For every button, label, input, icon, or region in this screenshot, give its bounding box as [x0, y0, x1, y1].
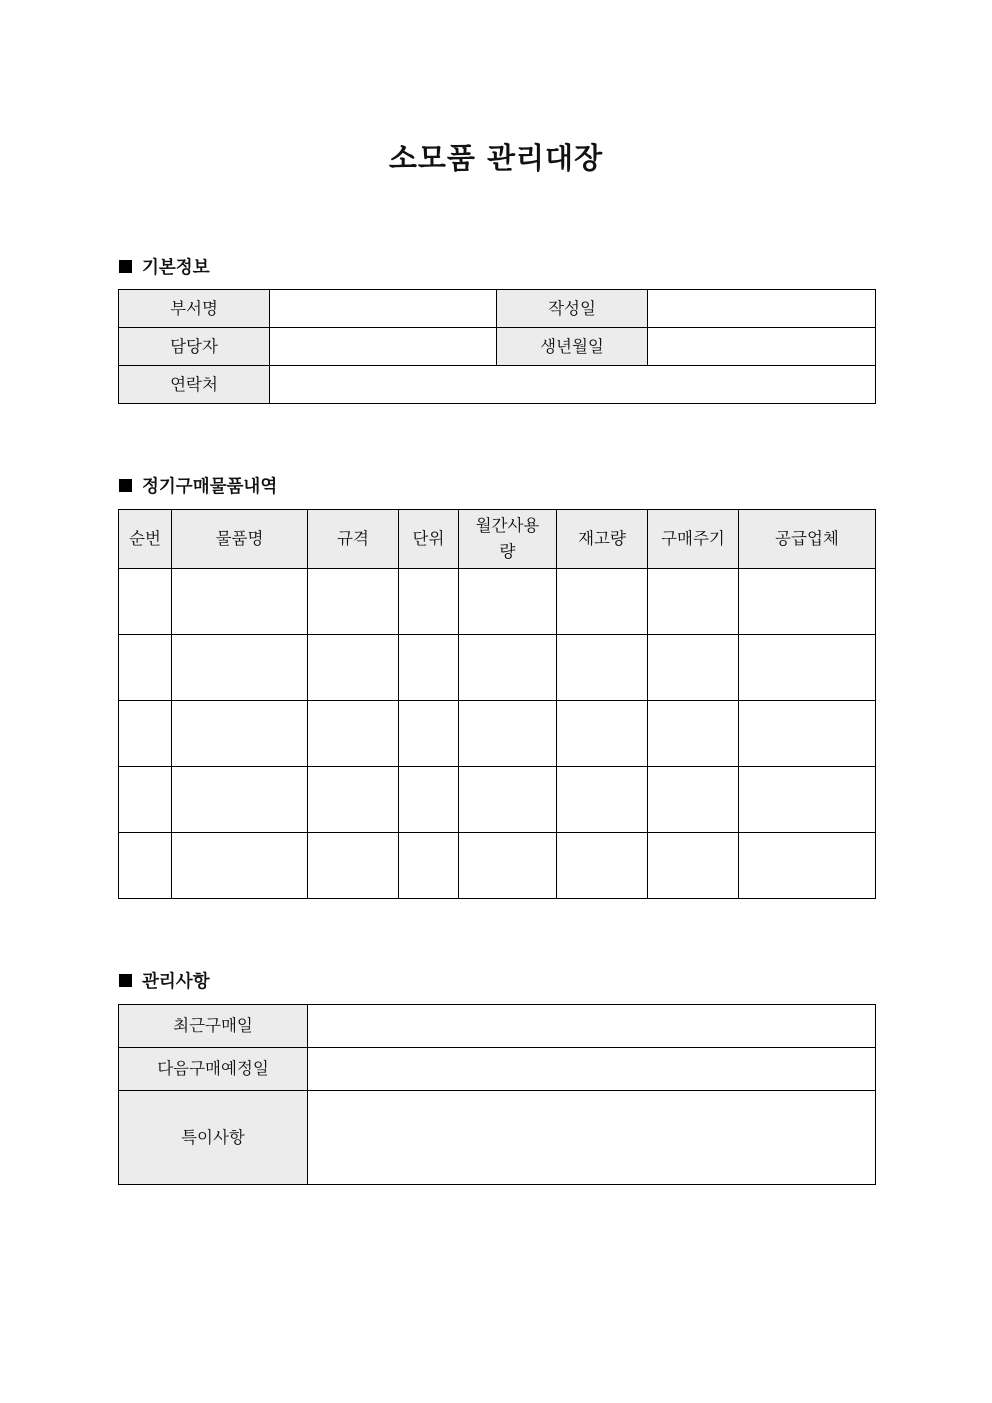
table-cell[interactable]	[557, 833, 648, 899]
table-cell[interactable]	[739, 767, 876, 833]
table-cell[interactable]	[399, 635, 459, 701]
column-header: 물품명	[172, 510, 308, 569]
birthdate-field[interactable]	[648, 328, 876, 366]
table-cell[interactable]	[648, 701, 739, 767]
table-cell[interactable]	[648, 767, 739, 833]
section-heading-management	[119, 968, 210, 993]
table-cell[interactable]	[399, 767, 459, 833]
table-row	[119, 1048, 876, 1091]
square-bullet-icon	[119, 974, 132, 987]
field-label: 생년월일	[497, 328, 648, 366]
field-label: 부서명	[119, 290, 270, 328]
management-table	[118, 1004, 876, 1185]
table-cell[interactable]	[459, 635, 557, 701]
table-cell[interactable]	[739, 569, 876, 635]
table-cell[interactable]	[172, 833, 308, 899]
table-cell[interactable]	[557, 701, 648, 767]
field-label: 작성일	[497, 290, 648, 328]
table-row	[119, 1091, 876, 1185]
table-cell[interactable]	[739, 701, 876, 767]
field-label: 다음구매예정일	[119, 1048, 308, 1091]
column-header: 재고량	[557, 510, 648, 569]
table-cell[interactable]	[172, 767, 308, 833]
table-cell[interactable]	[648, 833, 739, 899]
column-header: 월간사용량	[459, 510, 557, 569]
table-cell[interactable]	[459, 833, 557, 899]
field-label: 최근구매일	[119, 1005, 308, 1048]
square-bullet-icon	[119, 479, 132, 492]
contact-field[interactable]	[270, 366, 876, 404]
column-header: 공급업체	[739, 510, 876, 569]
table-row	[119, 366, 876, 404]
column-header: 구매주기	[648, 510, 739, 569]
table-cell[interactable]	[119, 701, 172, 767]
table-cell[interactable]	[172, 569, 308, 635]
table-cell[interactable]	[308, 767, 399, 833]
last-purchase-date-field[interactable]	[308, 1005, 876, 1048]
table-cell[interactable]	[557, 767, 648, 833]
table-cell[interactable]	[308, 635, 399, 701]
table-cell[interactable]	[739, 833, 876, 899]
table-cell[interactable]	[308, 701, 399, 767]
field-label: 담당자	[119, 328, 270, 366]
field-label: 특이사항	[119, 1091, 308, 1185]
document-title: 소모품 관리대장	[388, 141, 604, 175]
section-heading-label: 정기구매물품내역	[142, 477, 278, 497]
table-cell[interactable]	[172, 701, 308, 767]
table-row	[119, 569, 876, 635]
table-row	[119, 767, 876, 833]
table-cell[interactable]	[308, 833, 399, 899]
column-header: 규격	[308, 510, 399, 569]
table-cell[interactable]	[119, 833, 172, 899]
table-cell[interactable]	[459, 767, 557, 833]
table-row	[119, 328, 876, 366]
table-cell[interactable]	[399, 833, 459, 899]
table-row	[119, 1005, 876, 1048]
table-row	[119, 701, 876, 767]
remarks-field[interactable]	[308, 1091, 876, 1185]
table-cell[interactable]	[119, 635, 172, 701]
basic-info-table	[118, 289, 876, 404]
section-heading-label: 기본정보	[142, 258, 210, 278]
table-cell[interactable]	[399, 569, 459, 635]
table-cell[interactable]	[119, 767, 172, 833]
column-header: 단위	[399, 510, 459, 569]
table-row	[119, 635, 876, 701]
column-header: 순번	[119, 510, 172, 569]
section-heading-label: 관리사항	[142, 972, 210, 992]
table-cell[interactable]	[308, 569, 399, 635]
square-bullet-icon	[119, 260, 132, 273]
table-header-row	[119, 510, 876, 569]
table-cell[interactable]	[557, 635, 648, 701]
table-cell[interactable]	[459, 701, 557, 767]
table-cell[interactable]	[739, 635, 876, 701]
table-row	[119, 833, 876, 899]
table-cell[interactable]	[648, 569, 739, 635]
table-cell[interactable]	[172, 635, 308, 701]
table-cell[interactable]	[119, 569, 172, 635]
purchase-table	[118, 509, 876, 899]
table-cell[interactable]	[648, 635, 739, 701]
date-written-field[interactable]	[648, 290, 876, 328]
next-purchase-date-field[interactable]	[308, 1048, 876, 1091]
department-field[interactable]	[270, 290, 497, 328]
table-cell[interactable]	[459, 569, 557, 635]
field-label: 연락처	[119, 366, 270, 404]
section-heading-basic	[119, 254, 210, 279]
table-row	[119, 290, 876, 328]
table-cell[interactable]	[557, 569, 648, 635]
person-in-charge-field[interactable]	[270, 328, 497, 366]
section-heading-purchase	[119, 473, 277, 498]
table-cell[interactable]	[399, 701, 459, 767]
